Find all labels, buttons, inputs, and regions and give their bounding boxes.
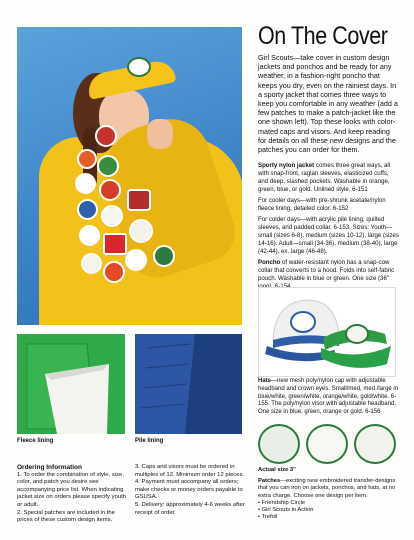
fleece-lining-swatch xyxy=(17,334,125,434)
patch-option: • Friendship Circle xyxy=(258,499,306,506)
fleece-fabric-icon xyxy=(17,334,125,434)
pile-lining-label: Pile lining xyxy=(135,438,164,444)
jacket-patch-icon xyxy=(77,199,98,220)
cap-and-visor-icon xyxy=(259,288,395,376)
patches-text: —exciting new embroidered transfer-designs that you can iron on jackets, ponchos, and hats, at no extra charge. Choose one design per item. xyxy=(258,478,396,499)
hats-photo xyxy=(258,287,396,377)
poncho-text: of water-resistant nylon has a snap-cow collar that converts to a hood. Folds into self-fabric pouch. Washable in blue or green. One size (36" xyxy=(258,259,395,282)
jacket-patch-icon xyxy=(129,219,153,243)
fleece-lining-label: Fleece lining xyxy=(17,438,54,444)
visor-patch-image xyxy=(127,57,151,77)
pile-fabric-icon xyxy=(135,334,242,434)
jacket-heading: Sporty nylon jacket xyxy=(258,162,315,169)
cover-photo xyxy=(17,27,242,325)
jacket-patch-icon xyxy=(75,173,96,194)
trefoil-patch-icon xyxy=(354,424,396,464)
jacket-patch-icon xyxy=(125,249,147,271)
patches-heading: Patches xyxy=(258,478,281,484)
jacket-description xyxy=(258,162,400,194)
jacket-pile-description: For colder days—with acrylic pile lining, quilted sleeves, and padded collar. 6-153. Sizes: Youth—small (sizes 6-8), medium (sizes 10-12), large (sizes 14-16). Adult—small (34-36), medium (38-40), large (42-44), ex. large (46-48). xyxy=(258,216,399,255)
jacket-patch-icon xyxy=(101,205,123,227)
girl-scouts-in-action-patch-icon xyxy=(306,424,348,464)
patch-option: • Trefoil xyxy=(258,514,278,521)
product-descriptions xyxy=(258,162,400,294)
jacket-text-1: comes three great ways, all with snap-front, raglan sleeves, elasticized cuffs, and deep, slashed pockets. Washable in orange, green, blue, or gold. Unlined style. 6-151 xyxy=(258,162,391,193)
jacket-patch-icon xyxy=(153,245,175,267)
hats-heading: Hats xyxy=(258,378,272,384)
jacket-patch-icon xyxy=(79,225,100,246)
ordering-heading: Ordering Information xyxy=(17,464,82,471)
jacket-patch-icon xyxy=(95,125,117,147)
jacket-patch-icon xyxy=(127,189,151,211)
pile-lining-swatch xyxy=(135,334,242,434)
friendship-circle-patch-icon xyxy=(258,424,300,464)
intro-paragraph: Girl Scouts—take cover in custom design jackets and ponchos and be ready for any weather, in a fashion-right poncho that keeps you dry, even on the rainiest days. In a sporty jacket that comes three ways to keep you comfortable in any weather (add a few patches to make a patch-jacket like the one shown left). Top these looks with color-mated caps and visors. And keep reading for details on all these new designs and the patches you can order for them. xyxy=(258,53,398,155)
ordering-info-column-1 xyxy=(17,464,129,525)
jacket-patch-icon xyxy=(77,149,97,169)
actual-size-label: Actual size 3" xyxy=(258,467,296,473)
jacket-patch-icon xyxy=(97,155,119,177)
patch-option: • Girl Scouts in Action xyxy=(258,507,314,514)
ordering-info-column-2: 3. Caps and visors must be ordered in multiples of 12. Minimum order 12 pieces. 4. Payment must accompany all orders; make checks or money orders payable to GSUSA. 5. Delivery: approximately 4-6 weeks after receipt of order. xyxy=(135,464,245,516)
hats-caption xyxy=(258,378,403,417)
jacket-patch-icon xyxy=(103,233,127,255)
jacket-patch-icon xyxy=(99,179,121,201)
patch-samples xyxy=(258,424,398,460)
patches-description xyxy=(258,478,403,522)
jacket-patch-icon xyxy=(103,261,125,283)
hand-image xyxy=(147,119,173,149)
ordering-text-1: 1. To order the combination of style, size, color, and patch you desire see accompanying price list. When indicating jacket size on orders please specify youth or adult. 2. Special patches are included in the prices of these custom design items. xyxy=(17,471,127,524)
jacket-patch-icon xyxy=(81,253,102,274)
hats-text: —new mesh poly/nylon cap with adjustable headband and crown eyes. Small/med, med./large in blue/white, green/white, orange/white, gold/white. 6-155. The poly/nylon visor with adjustable headband. One size in blue, green, orange or gold. 6-156 xyxy=(258,378,399,416)
jacket-fleece-description: For cooler days—with pre-shrunk acetate/nylon fleece lining, detailed color. 6-152 xyxy=(258,197,386,212)
page-title: On The Cover xyxy=(258,22,388,50)
poncho-heading: Poncho xyxy=(258,259,281,266)
